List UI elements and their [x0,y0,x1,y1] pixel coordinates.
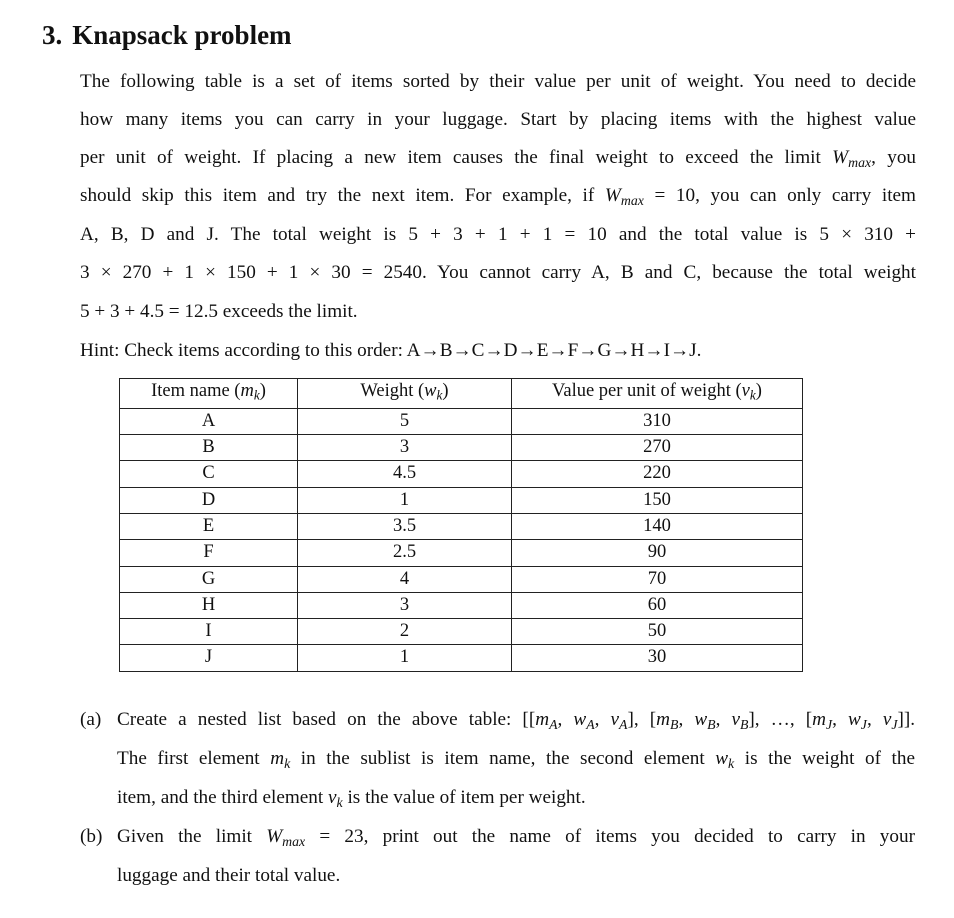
header-item-name: Item name $(m_k)$ [120,379,298,409]
question-a-label: (a) [80,709,102,730]
section-heading [42,20,292,51]
table-header-row [120,379,803,409]
value-cell: 150 [512,487,803,513]
paragraph-line-7: 5 + 3 + 4.5 = 12.5 exceeds the limit. [80,301,358,322]
item-name-cell: G [120,566,298,592]
question-a-line-1: Create a nested list based on the above table: [[$m_A$, $w_A$, $v_A$], [$m_B$, $w_B$, $v_B$], …, [$m_J$, $w_J$, $v_J$]]. [117,709,916,732]
item-name-cell: F [120,540,298,566]
question-a-line-2: The first element $m_k$ in the sublist is item name, the second element $w_k$ is the weight of the [117,748,915,771]
value-cell: 220 [512,461,803,487]
weight-cell: 4 [298,566,512,592]
value-cell: 140 [512,513,803,539]
hint-line: Hint: Check items according to this order: A→B→C→D→E→F→G→H→I→J. [80,340,702,361]
weight-cell: 2 [298,619,512,645]
table-row [120,645,803,671]
weight-cell: 3 [298,592,512,618]
table-row [120,487,803,513]
table-row [120,435,803,461]
item-name-cell: B [120,435,298,461]
table-row [120,540,803,566]
item-name-cell: J [120,645,298,671]
items-table [119,378,803,672]
paragraph-line-1: The following table is a set of items sorted by their value per unit of weight. You need to decide [80,71,916,92]
weight-cell: 5 [298,408,512,434]
table-row [120,461,803,487]
weight-cell: 1 [298,487,512,513]
w-max-symbol: $W_{max}$ [266,826,306,849]
question-b-line-2: luggage and their total value. [117,865,341,886]
table-row [120,408,803,434]
value-cell: 70 [512,566,803,592]
item-name-cell: E [120,513,298,539]
header-value: Value per unit of weight $(v_k)$ [512,379,803,409]
question-a-line-3: item, and the third element $v_k$ is the value of item per weight. [117,787,586,810]
header-weight: Weight $(w_k)$ [298,379,512,409]
table-row [120,619,803,645]
w-max-symbol: $W_{max}$ [604,185,644,208]
table-row [120,513,803,539]
item-name-cell: A [120,408,298,434]
item-name-cell: D [120,487,298,513]
value-cell: 30 [512,645,803,671]
value-cell: 90 [512,540,803,566]
value-cell: 270 [512,435,803,461]
table-row [120,592,803,618]
paragraph-line-2: how many items you can carry in your luggage. Start by placing items with the highest value [80,109,916,130]
weight-cell: 1 [298,645,512,671]
paragraph-line-4: should skip this item and try the next item. For example, if $W_{max} = 10$, you can only carry item [80,185,916,208]
weight-cell: 4.5 [298,461,512,487]
item-name-cell: C [120,461,298,487]
value-cell: 310 [512,408,803,434]
weight-cell: 3.5 [298,513,512,539]
question-b-label: (b) [80,826,103,847]
section-title: Knapsack problem [72,20,292,50]
paragraph-line-3: per unit of weight. If placing a new item causes the final weight to exceed the limit $W_{max}$, you [80,147,917,170]
item-name-cell: H [120,592,298,618]
weight-cell: 2.5 [298,540,512,566]
table-row [120,566,803,592]
weight-cell: 3 [298,435,512,461]
value-cell: 60 [512,592,803,618]
question-b-line-1: Given the limit $W_{max} = 23$, print out the name of items you decided to carry in your [117,826,915,849]
paragraph-line-6: 3 × 270 + 1 × 150 + 1 × 30 = 2540. You cannot carry A, B and C, because the total weight [80,262,916,283]
section-number: 3. [42,20,63,50]
value-cell: 50 [512,619,803,645]
item-name-cell: I [120,619,298,645]
paragraph-line-5: A, B, D and J. The total weight is 5 + 3 + 1 + 1 = 10 and the total value is 5 × 310 + [80,224,916,245]
w-max-symbol: $W_{max}$ [832,147,872,170]
